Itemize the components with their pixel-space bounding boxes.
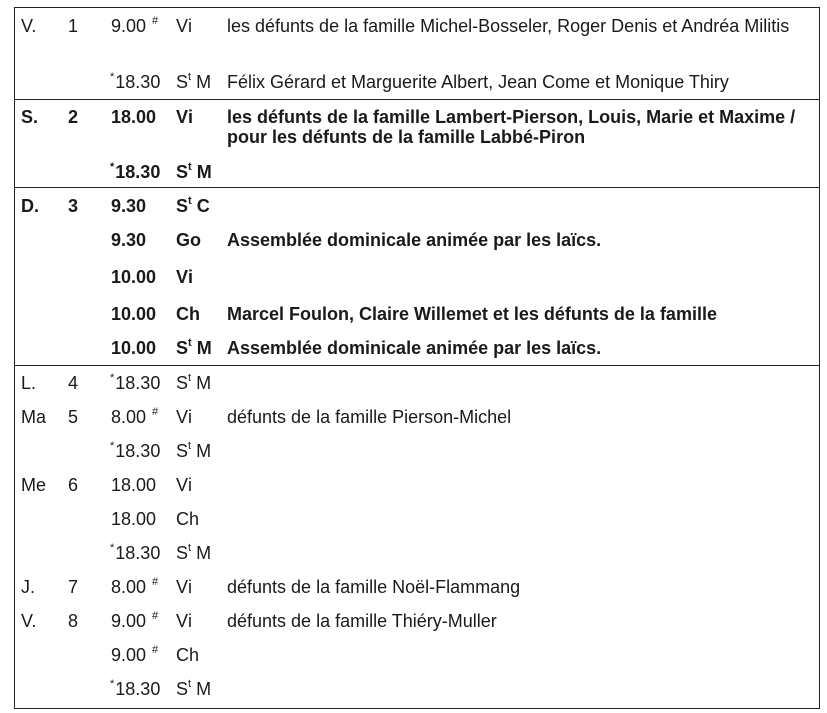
time-cell <box>104 645 159 665</box>
intention-cell <box>227 16 817 36</box>
mass-time: 10.00 <box>111 304 157 324</box>
date-cell <box>68 475 78 495</box>
mass-intention: défunts de la famille Pierson-Michel <box>227 407 512 427</box>
place-code: V <box>176 611 189 631</box>
place-code: G <box>176 230 191 250</box>
place-code: S <box>176 162 189 182</box>
mass-intention: Félix Gérard et Marguerite Albert, Jean Come et Monique Thiry <box>227 72 729 92</box>
place-cell <box>176 230 201 250</box>
time-prefix-mark: * <box>110 161 115 173</box>
mass-schedule-table <box>14 7 820 709</box>
mass-time: 10.00 <box>111 267 157 287</box>
place-cell <box>176 407 192 427</box>
place-code-rest: M <box>191 679 212 699</box>
place-code-rest: C <box>191 196 210 216</box>
place-cell <box>176 107 193 127</box>
mass-intention: les défunts de la famille Lambert-Pierson, Louis, Marie et Maxime / pour les défunts de la famille Labbé-Piron <box>227 107 796 147</box>
place-code-rest: i <box>188 475 193 495</box>
mass-time: 18.30 <box>115 679 161 699</box>
day-label: Me <box>21 475 47 495</box>
mass-intention: les défunts de la famille Michel-Bosseler, Roger Denis et Andréa Militis <box>227 16 790 36</box>
time-cell <box>104 107 163 127</box>
place-code: V <box>176 407 189 427</box>
day-cell <box>21 107 38 127</box>
day-cell <box>21 16 36 36</box>
mass-time: 9.30 <box>111 196 147 216</box>
day-cell <box>21 611 36 631</box>
place-code-rest: o <box>190 230 202 250</box>
mass-time: 10.00 <box>111 338 157 358</box>
mass-time: 9.00 <box>111 611 147 631</box>
place-code: V <box>176 107 189 127</box>
mass-time: 9.30 <box>111 230 147 250</box>
place-code-superscript: t <box>188 542 192 554</box>
place-code-rest: i <box>188 407 193 427</box>
place-cell <box>176 577 192 597</box>
mass-time: 8.00 <box>111 577 147 597</box>
time-cell <box>104 72 167 92</box>
day-label: Ma <box>21 407 47 427</box>
place-code-rest: M <box>191 162 212 182</box>
time-cell <box>104 16 159 36</box>
intention-cell <box>227 611 817 631</box>
place-code: C <box>176 645 189 665</box>
time-cell <box>104 577 159 597</box>
day-cell <box>21 475 46 495</box>
mass-intention: Assemblée dominicale animée par les laïcs. <box>227 338 602 358</box>
place-code-rest: h <box>189 304 200 324</box>
date-number: 4 <box>68 373 79 393</box>
place-code-rest: i <box>188 16 193 36</box>
time-cell <box>104 267 163 287</box>
time-cell <box>104 304 163 324</box>
place-cell <box>176 441 211 461</box>
date-number: 1 <box>68 16 79 36</box>
date-number: 7 <box>68 577 79 597</box>
time-suffix-mark: # <box>152 406 159 418</box>
place-code-rest: i <box>188 577 193 597</box>
place-cell <box>176 304 200 324</box>
place-code-rest: i <box>188 611 193 631</box>
place-code-rest: h <box>189 645 200 665</box>
place-code-superscript: t <box>188 161 192 173</box>
place-cell <box>176 373 211 393</box>
place-code-rest: h <box>189 509 200 529</box>
day-label: L. <box>21 373 37 393</box>
day-cell <box>21 373 36 393</box>
time-cell <box>104 441 167 461</box>
mass-time: 9.00 <box>111 16 147 36</box>
place-code: V <box>176 267 189 287</box>
day-label: D. <box>21 196 39 216</box>
place-code: S <box>176 543 189 563</box>
time-cell <box>104 162 167 182</box>
date-number: 3 <box>68 196 79 216</box>
place-cell <box>176 679 211 699</box>
intention-cell <box>227 72 817 92</box>
place-code-superscript: t <box>188 337 192 349</box>
intention-cell <box>227 338 817 358</box>
day-cell <box>21 196 39 216</box>
day-label: V. <box>21 611 37 631</box>
place-cell <box>176 475 192 495</box>
time-suffix-mark: # <box>152 610 159 622</box>
place-code: C <box>176 304 189 324</box>
place-cell <box>176 543 211 563</box>
time-cell <box>104 196 153 216</box>
place-cell <box>176 162 212 182</box>
intention-cell <box>227 230 817 250</box>
place-code: V <box>176 475 189 495</box>
mass-time: 18.00 <box>111 509 157 529</box>
place-code-rest: M <box>191 543 212 563</box>
mass-time: 18.30 <box>115 162 161 182</box>
schedule-section <box>15 99 819 188</box>
place-code: S <box>176 196 189 216</box>
mass-time: 18.30 <box>115 72 161 92</box>
day-label: S. <box>21 107 39 127</box>
place-code-superscript: t <box>188 195 192 207</box>
place-code: S <box>176 441 189 461</box>
time-suffix-mark: # <box>152 15 159 27</box>
time-cell <box>104 338 163 358</box>
day-cell <box>21 577 35 597</box>
date-cell <box>68 196 78 216</box>
date-cell <box>68 107 78 127</box>
time-cell <box>104 407 159 427</box>
place-cell <box>176 267 193 287</box>
date-number: 5 <box>68 407 79 427</box>
place-code-superscript: t <box>188 71 192 83</box>
place-code-rest: i <box>188 267 194 287</box>
time-prefix-mark: * <box>110 678 115 690</box>
schedule-section <box>15 187 819 366</box>
intention-cell <box>227 304 817 324</box>
day-cell <box>21 407 46 427</box>
time-prefix-mark: * <box>110 440 115 452</box>
date-cell <box>68 577 78 597</box>
schedule-section <box>15 365 819 711</box>
date-number: 6 <box>68 475 79 495</box>
mass-time: 8.00 <box>111 407 147 427</box>
time-cell <box>104 373 167 393</box>
place-code: S <box>176 72 189 92</box>
mass-intention: Marcel Foulon, Claire Willemet et les défunts de la famille <box>227 304 717 324</box>
time-prefix-mark: * <box>110 71 115 83</box>
place-cell <box>176 645 199 665</box>
time-cell <box>104 475 163 495</box>
intention-cell <box>227 577 817 597</box>
place-code-rest: M <box>191 72 212 92</box>
time-cell <box>104 509 163 529</box>
place-cell <box>176 16 192 36</box>
mass-time: 18.30 <box>115 441 161 461</box>
mass-intention: défunts de la famille Thiéry-Muller <box>227 611 497 631</box>
place-code: V <box>176 577 189 597</box>
date-cell <box>68 611 78 631</box>
place-code: C <box>176 509 189 529</box>
mass-time: 18.30 <box>115 543 161 563</box>
time-prefix-mark: * <box>110 542 115 554</box>
place-code-rest: M <box>191 441 212 461</box>
place-code-rest: M <box>191 338 212 358</box>
mass-intention: défunts de la famille Noël-Flammang <box>227 577 521 597</box>
schedule-section <box>15 8 819 99</box>
day-label: V. <box>21 16 37 36</box>
day-label: J. <box>21 577 36 597</box>
time-cell <box>104 679 167 699</box>
mass-time: 18.00 <box>111 107 157 127</box>
time-cell <box>104 611 159 631</box>
place-cell <box>176 509 199 529</box>
time-suffix-mark: # <box>152 576 159 588</box>
date-number: 2 <box>68 107 79 127</box>
place-code-superscript: t <box>188 372 192 384</box>
mass-intention: Assemblée dominicale animée par les laïcs. <box>227 230 602 250</box>
mass-time: 18.30 <box>115 373 161 393</box>
place-cell <box>176 611 192 631</box>
time-suffix-mark: # <box>152 644 159 656</box>
mass-time: 18.00 <box>111 475 157 495</box>
date-cell <box>68 373 78 393</box>
place-code: V <box>176 16 189 36</box>
place-code-rest: i <box>188 107 194 127</box>
place-code-superscript: t <box>188 678 192 690</box>
date-number: 8 <box>68 611 79 631</box>
date-cell <box>68 407 78 427</box>
place-code: S <box>176 338 189 358</box>
time-cell <box>104 230 153 250</box>
place-cell <box>176 72 211 92</box>
date-cell <box>68 16 78 36</box>
time-cell <box>104 543 167 563</box>
place-cell <box>176 338 212 358</box>
place-code: S <box>176 679 189 699</box>
time-prefix-mark: * <box>110 372 115 384</box>
mass-time: 9.00 <box>111 645 147 665</box>
intention-cell <box>227 107 817 147</box>
place-code-superscript: t <box>188 440 192 452</box>
place-code-rest: M <box>191 373 212 393</box>
place-code: S <box>176 373 189 393</box>
place-cell <box>176 196 210 216</box>
intention-cell <box>227 407 817 427</box>
